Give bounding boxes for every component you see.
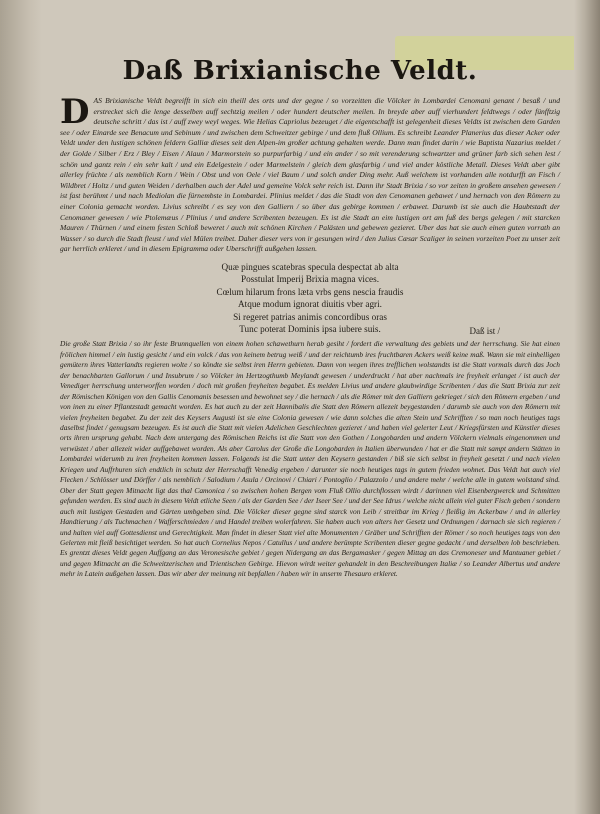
translation-heading: Daß ist / (469, 326, 500, 337)
poem-line: Quæ pingues scatebras specula despectat ab alta (221, 261, 399, 272)
paragraph-1-text: AS Brixianische Veldt begreifft in sich ein theill des orts und der gegne / so vorzeitten die Völcker in Lombardei Cenomani genant / besaß / und erstrecket sich die lenge desselben auff sechtzig meilen / oder hundert deutscher meilen. In breyde aber auff vierhundert feldtwegs / oder fünfftzig deutsche schritt / das ist / auff zwey weyl weges. Wie Helias Capriolus bezeuget / die eigentschafft ist gelegenheit dieses Veldts ist zwischen dem Garden see / oder Einarde see Benacum und Sebinum / und zwischen dem Schweitzer gebirge / und dem fluß Ollium. Es schreibt Leander Planerius das dieser Acker oder Veldt under den lustigen schönen feldern Galliæ dieses seit den Alpen-im großer achtung gehalten werde. Dann man findet darin / wie Baptista Nazarius meldet / der Golde / Silber / Erz / Bley / Eisen / Alaun / Marmorstein so purpurfarbig / und ein ander / so mit verenderung schwartzer und grüner farb sich sehen lest / schön und gantz rein / ein sehr kalt / und ein Edelgestein / oder Marmelstein / gleich dem glasfarbig / und viel ander köstliche Metall. Dieses Veldt aber gibt allerley früchte / als nemblich Korn / Wein / Obst und von Oele / viel Baum / und solch ander Ding mehr. Auß welchem ist vorhanden alle notdurfft an Fisch / Wildbret / Holtz / und guten Weiden / derhalben auch der Adel und gemeine Volck sehr reich ist. Dann ihr Stadt Brixia / so vor zeiten in großem ansehen gewesen / ist fast berühmt / und nach Mediolan die fürnembste in Lombardei. Plinius meldet / das die Stadt von den Cenomanen gebawet / und hernach von den Römern zu einer Colonia gemacht worden. Livius schreibt / es sey von den Galliern / so über das gebirge kommen / erbawet. Darumb ist sie auch die Haubtstadt der Cenomaner gewesen / wie Ptolemæus / Plinius / und andere Scribenten bezeugen. Es ist die Stadt an eim lustigen ort am fuß des bergs gelegen / mit starcken Mauren / Thürnen / und einem festen Schloß beweret / auch mit schönen Kirchen / Palästen und gebewen gezieret. Uber das hat sie auch einen guten vorrath an Wasser / so durch die Stadt fleust / und viel Mülen treibet. Daher dieser vers von ir gesungen wird / den Julius Cæsar Scaliger in seinen vorzeiten Poet zu unser zeit gar herrlich erkleret / und in diesem Epigramma oder Uberschrifft außgehen lassen. (60, 96, 560, 254)
poem-line: Cœlum hilarum frons læta vrbs gens nescia fraudis (216, 286, 404, 297)
paragraph-1 (60, 92, 560, 255)
poem-line: Tunc poterat Dominis ipsa iubere suis. (239, 323, 381, 334)
page-title: Daß Brixianische Veldt. (122, 56, 478, 86)
paragraph-2: Die große Statt Brixia / so ihr feste Brunnquellen von einem hohen schawethurn herab gesiht / fordert die verwaltung des gebiets und der herrschung. Sie hat einen frölichen himmel / ein lustig gesicht / und ein volck / das von keinem betrug weiß / und der reichtumb ires fruchtbaren Ackers weiß keine maß. Wann sie mit einhelligen gemütern ihres Vatterlandts regieren wolte / so köndte sie selbst iren Herrn gebieten. Dann von wegen ihres trefflichen wolstandts ist die Statt vormals durch das Joch der benachbarten Gallorum / und Insubrum / so Völcker im Hertzogthumb Meylandt gewesen / underdruckt / hat aber nachmals ire freyheit erlanget / ist auch der Venediger herrschung unterworffen worden / doch mit großen freyheiten begabet. Es melden Livius und andere glaubwirdige Scribenten / das die Statt Brixia zur zeit der Römischen Königen von den Gallis Cenomanis besessen und bewohnet sey / die hernach / als die Römer mit den Galliern gekrieget / sich den Römern ergeben / und von inen zu einer Pflantzstadt gemacht worden. Es hat auch zu der zeit Hannibalis die Statt den Römern allezeit beygestanden / darumb sie auch von den Römern mit vielen freyheiten begabet. Zu der zeit des Keysers Augusti ist sie eine Colonia gewesen / wie dann solches die alten Stein und Schrifften / so man noch heutiges tags daselbst findet / genugsam bezeugen. Es ist auch die Statt mit vielen Adelichen Geschlechten gezieret / und haben viel gelerter Leut / Kriegsfürsten und Künstler dieses orts ihren ursprung gehabt. Nach dem untergang des Römischen Reichs ist die Statt von den Gothen / Longobarden und andern Völckern vielmals eingenommen und verwüstet / aber allezeit wider auffgebawet worden. Als aber Carolus der Große die Longobarden in Italien überwunden / hat er die Statt mit sampt andern Stätten in Lombardei widerumb zu iren freyheiten kommen lassen. Folgends ist die Statt unter den Keysern gestanden / biß sie sich selbst in freyheit gesetzt / und nach vielen Kriegen und Auffrhuren sich endtlich in schutz der Herrschafft Venedig ergeben / darunter sie noch heutiges tags in gutem frieden wohnet. Das Veldt hat auch viel Flecken / Schlösser und Dörffer / als nemblich / Salodium / Asula / Orcinovi / Chiari / Pontoglio / Palazzolo / und andere mehr / welche alle in gutem wolstand sind. Ober der Statt gegen Mitnacht ligt das thal Camonica / so zwischen hohen Bergen vom Fluß Ollio durchflossen wirdt / darinnen viel Eisenbergwerck und Schmitten gefunden werden. Es sind auch in diesem Veldt etliche Seen / als der Garden See / der Iseer See / und der See Idrus / welche nicht allein viel guter Fisch geben / sondern auch mit lustigen Gestaden und Gärten umbgeben sind. Die Völcker dieser gegne sind starck von Leib / streitbar im Krieg / fleißig im Ackerbaw / und in allerley Handtierung / als Tuchmachen / Wafferschmieden / und Handel treiben wolerfahren. Sie haben auch von alters her Gesetz und Ordnungen / darnach sie sich regieren / und halten viel auff Gottesdienst und Gerechtigkeit. Man findet in dieser Statt viel alte Monumenten / Gräber und Schrifften der Römer / so noch heutiges tags von den Gelerten mit fleiß besichtiget werden. So hat auch Cornelius Nepos / Catullus / und andere berümpte Scribenten dieser gegne gedacht / und derselben lob beschrieben. Es grentzt dieses Veldt gegen Auffgang an das Veronesische gebiet / gegen Nidergang an das Bergamasker / gegen Mittag an das Cremoneser und Mantuaner gebiet / und gegen Mitnacht an die Schweitzerischen und Trientischen Gebirge. Hievon wirdt weiter gehandelt in den Beschreibungen Italiæ / so Leander Albertus und andere mehr in Latein außgehen lassen. Das wir aber der meinung nit bepfallen / haben wir in unserm Thesauro erkleret. (60, 339, 560, 579)
poem-line: Posstulat Imperij Brixia magna vices. (240, 274, 380, 285)
poem-line: Si regeret patrias animis concordibus oras (233, 311, 387, 322)
body-text (60, 92, 560, 580)
poem-line: Atque modum ignorat diuitis vber agri. (238, 299, 382, 310)
latin-poem (60, 261, 560, 335)
drop-cap: D (60, 92, 90, 132)
